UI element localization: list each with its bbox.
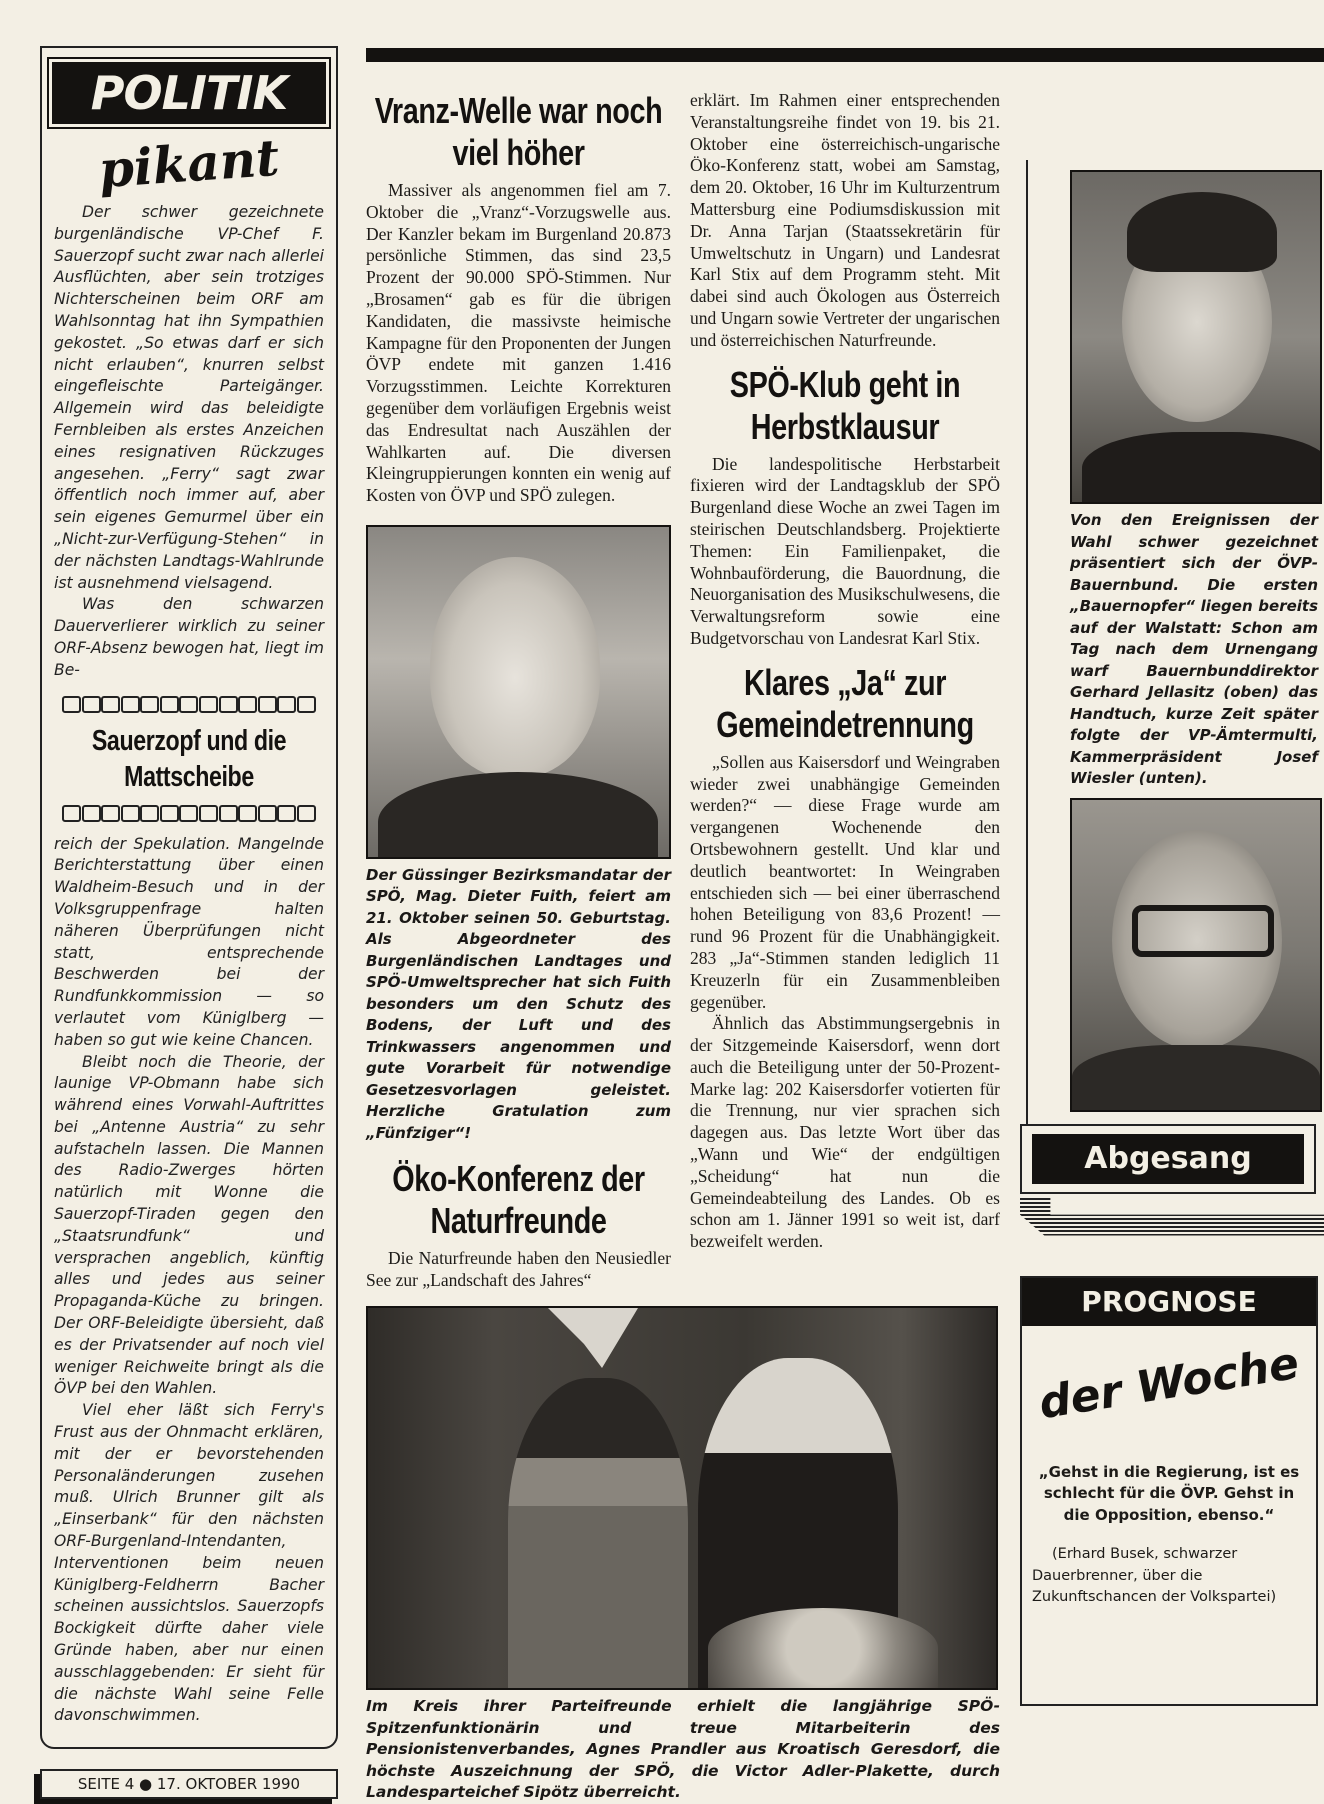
caption-prandler: Im Kreis ihrer Parteifreunde erhielt die langjährige SPÖ-Spitzenfunktionärin und treue Mitarbeiterin des Pensionistenverbandes, Agnes Prandler aus Kroatisch Geresdorf, die höchste Auszeichnung der SPÖ, die Victor Adler-Plakette, durch Landesparteichef Sipötz überreicht.: [366, 1697, 1000, 1802]
page-footer: [40, 1769, 338, 1799]
prognose-quote: „Gehst in die Regierung, ist es schlecht für die ÖVP. Gehst in die Opposition, ebenso.“: [1038, 1462, 1300, 1524]
headline-klares: Klares „Ja“ zur Gemeindetrennung: [716, 661, 974, 745]
masthead-politik: [52, 62, 326, 124]
page-date: SEITE 4 ● 17. OKTOBER 1990: [77, 1775, 301, 1794]
photo-jellasitz: [1070, 170, 1322, 504]
portrait-suit: [378, 772, 658, 859]
photo-fuith: [366, 525, 671, 859]
headline-klares-wrap: [690, 662, 1000, 746]
paragraph: erklärt. Im Rahmen einer entsprechenden Veranstaltungsreihe findet von 19. bis 21. Oktober eine österreichisch-ungarische Öko-Konferenz statt, wobei am Samstag, dem 20. Oktober, 16 Uhr im Kulturzentrum Mattersburg eine Podiumsdiskussion mit Dr. Anna Tarjan (Staatssekretärin für Umweltschutz in Ungarn) und Landesrat Karl Stix auf dem Programm steht. Mit dabei sind auch Ökologen aus Österreich und Ungarn sowie Vertreter der ungarischen und österreichischen Naturfreunde.: [690, 90, 1000, 350]
prognose-title: PROGNOSE: [1081, 1284, 1257, 1318]
abgesang-label: Abgesang: [1084, 1140, 1252, 1176]
column-three: [690, 90, 1000, 1253]
photo-wiesler: [1070, 798, 1322, 1112]
abgesang-label-bg: [1032, 1134, 1304, 1184]
box-divider-bottom: [62, 805, 316, 822]
man-figure: [508, 1378, 688, 1690]
glasses: [1132, 905, 1274, 957]
portrait-suit: [1082, 432, 1322, 504]
left-column: [40, 46, 338, 1799]
masthead-title: POLITIK: [90, 66, 288, 120]
box-divider-top: [62, 696, 316, 713]
paragraph: Viel eher läßt sich Ferry's Frust aus der Ohnmacht erklären, mit der er bevorstehenden Personaländerungen zusehen muß. Ulrich Brunner gilt als „Einserbank“ für den nächsten ORF-Burgenland-Intendanten, Interventionen beim neuen Küniglberg-Feldherrn Bacher scheinen aussichtslos. Sauerzopfs Bockigkeit dürfte daher viele Gründe haben, aber nur einen ausschlaggebenden: Er sieht für die nächste Wahl seine Felle davonschwimmen.: [54, 1401, 324, 1725]
headline-oeko-wrap: [366, 1158, 671, 1242]
article-klares: [690, 752, 1000, 1253]
portrait-hair: [1127, 192, 1277, 272]
subheading: Sauerzopf und die Mattscheibe: [91, 724, 287, 793]
center-columns: [366, 90, 1000, 1292]
article-oeko-start: [366, 1248, 671, 1292]
right-column: [1020, 170, 1320, 1706]
paragraph: Was den schwarzen Dauerverlierer wirklich zu seiner ORF-Absenz bewogen hat, liegt im Be-: [54, 595, 324, 679]
prognose-attribution: (Erhard Busek, schwarzer Dauerbrenner, über die Zukunftschancen der Volkspartei): [1032, 1546, 1277, 1605]
column-two: [366, 90, 671, 1292]
portrait-suit: [1072, 1045, 1320, 1112]
flag-emblem: [548, 1308, 638, 1368]
photo-prandler: [366, 1306, 998, 1690]
subheading-wrap: [54, 723, 324, 795]
paragraph: Die Naturfreunde haben den Neusiedler See zur „Landschaft des Jahres“: [366, 1248, 671, 1291]
paragraph: Massiver als angenommen fiel am 7. Oktober die „Vranz“-Vorzugswelle aus. Der Kanzler bekam im Burgenland 20.873 persönliche Stimmen, das sind 23,5 Prozent der 90.000 SPÖ-Stimmen. Nur „Brosamen“ gab es für die übrigen Kandidaten, die massivste heimische Kampagne für den Proponenten der Jungen ÖVP endete mit ganzen 1.416 Vorzugsstimmen. Leichte Korrekturen gegenüber dem vorläufigen Ergebnis weist das Endresultat nach Auszählen der Wahlkarten auf. Die diversen Kleingruppierungen konnten ein wenig auf Kosten von ÖVP und SPÖ zulegen.: [366, 180, 671, 506]
caption-abgesang: Von den Ereignissen der Wahl schwer gezeichnet präsentiert sich der ÖVP-Bauernbund. Die ersten „Bauernopfer“ liegen bereits auf der Walstatt: Schon am Tag nach dem Urnengang warf Bauernbunddirektor Gerhard Jellasitz (oben) das Handtuch, kurze Zeit später folgte der VP-Ämtermulti, Kammerpräsident Josef Wiesler (unten).: [1070, 511, 1318, 787]
headline-vranz-wrap: [366, 90, 671, 174]
masthead-script: pikant: [96, 127, 282, 200]
headline-vranz: Vranz-Welle war noch viel höher: [374, 90, 663, 173]
headline-klub-wrap: [690, 364, 1000, 448]
portrait-face: [430, 557, 600, 777]
stripe-decoration: [1020, 1198, 1324, 1236]
paragraph: „Sollen aus Kaisersdorf und Weingraben wieder zwei unabhängige Gemeinden werden?“ — diese Frage wurde am vergangenen Wochenende den Ortsbewohnern gestellt. Und klar und deutlich beantwortet: In Weingraben entschieden sich — bei einer überraschend hohen Beteiligung von 83,6 Prozent! — rund 96 Prozent für die Unabhängigkeit. 283 „Ja“-Stimmen standen lediglich 11 Kreuzerln für ein Zusammenbleiben gegenüber.: [690, 751, 1000, 1012]
article-klub: [690, 454, 1000, 650]
paragraph: reich der Spekulation. Mangelnde Berichterstattung über einen Waldheim-Besuch und in der Volksgruppenfrage halten näheren Überprüfungen nicht statt, entsprechende Beschwerden bei der Rundfunkkommission — so verlautet vom Küniglberg — haben so gut wie keine Chancen.: [54, 834, 324, 1049]
prognose-box: [1020, 1276, 1318, 1706]
top-rule: [366, 48, 1324, 62]
caption-fuith: Der Güssinger Bezirksmandatar der SPÖ, Mag. Dieter Fuith, feiert am 21. Oktober seinen 50. Geburtstag. Als Abgeordneter des Burgenländischen Landtages und SPÖ-Umweltsprecher hat sich Fuith besonders um den Schutz des Bodens, der Luft und des Trinkwassers angenommen und gute Vorarbeit für notwendige Gesetzesvorlagen geleistet. Herzliche Gratulation zum „Fünfziger“!: [366, 865, 671, 1142]
paragraph: Der schwer gezeichnete burgenländische VP-Chef F. Sauerzopf sucht zwar nach allerlei Ausflüchten, aber sein trotziges Nichterscheinen beim ORF am Wahlsonntag hat ihn Sympathien gekostet. „So etwas darf er sich nicht erlauben“, knurren selbst eingefleischte Parteigänger. Allgemein wird das beleidigte Fernbleiben als erstes Anzeichen eines resignativen Rückzuges angesehen. „Ferry“ sagt zwar öffentlich noch immer auf, aber sein eigenes Gemurmel über ein „Nicht-zur-Verfügung-Stehen“ in der nächsten Landtags-Wahlrunde ist ausnehmend vielsagend.: [54, 203, 324, 592]
paragraph: Die landespolitische Herbstarbeit fixieren wird der Landtagsklub der SPÖ Burgenland diese Woche an zwei Tagen im steirischen Deutschlandsberg. Projektierte Themen: Ein Familienpaket, die Wohnbauförderung, die Bauordnung, die Neuorganisation des Musikschulwesens, die Verwaltungsreform sowie eine Budgetvorschau von Landesrat Karl Stix.: [690, 453, 1000, 648]
intro-text: [54, 202, 324, 682]
prognose-title-bg: [1022, 1278, 1316, 1326]
headline-oeko: Öko-Konferenz der Naturfreunde: [392, 1158, 645, 1242]
body-text: [54, 834, 324, 1728]
flowers: [708, 1608, 938, 1688]
center-block: [366, 90, 1000, 1804]
article-oeko-cont: [690, 90, 1000, 352]
politik-pikant-box: [40, 46, 338, 1749]
paragraph: Bleibt noch die Theorie, der launige VP-Obmann habe sich während eines Vorwahl-Auftrittes bei „Antenne Austria“ zu sehr aufstacheln lassen. Die Mannen des Radio-Zwerges hörten natürlich mit Wonne die Sauerzopf-Tiraden gegen den „Staatsrundfunk“ und versprachen angeblich, künftig alles und jedes aus seiner Propaganda-Küche zu bringen. Der ORF-Beleidigte übersieht, daß es der Privatsender auf noch viel weniger Reichweite bringt als die ÖVP bei den Wahlen.: [54, 1052, 324, 1398]
prognose-script: der Woche: [1035, 1337, 1303, 1429]
headline-klub: SPÖ-Klub geht in Herbstklausur: [729, 363, 961, 447]
abgesang-label-box: [1020, 1124, 1316, 1194]
article-vranz: [366, 180, 671, 507]
paragraph: Ähnlich das Abstimmungsergebnis in der Sitzgemeinde Kaisersdorf, wenn dort auch die Beteiligung unter der 50-Prozent-Marke lag: 202 Kaisersdorfer votierten für die Trennung, nur vier sprachen sich dagegen aus. Das letzte Wort über das „Wann und Wie“ der endgültigen „Scheidung“ hat nun die Gemeindeabteilung des Landes. Ob es schon am 1. Jänner 1991 so weit ist, darf bezweifelt werden.: [690, 1013, 1000, 1252]
